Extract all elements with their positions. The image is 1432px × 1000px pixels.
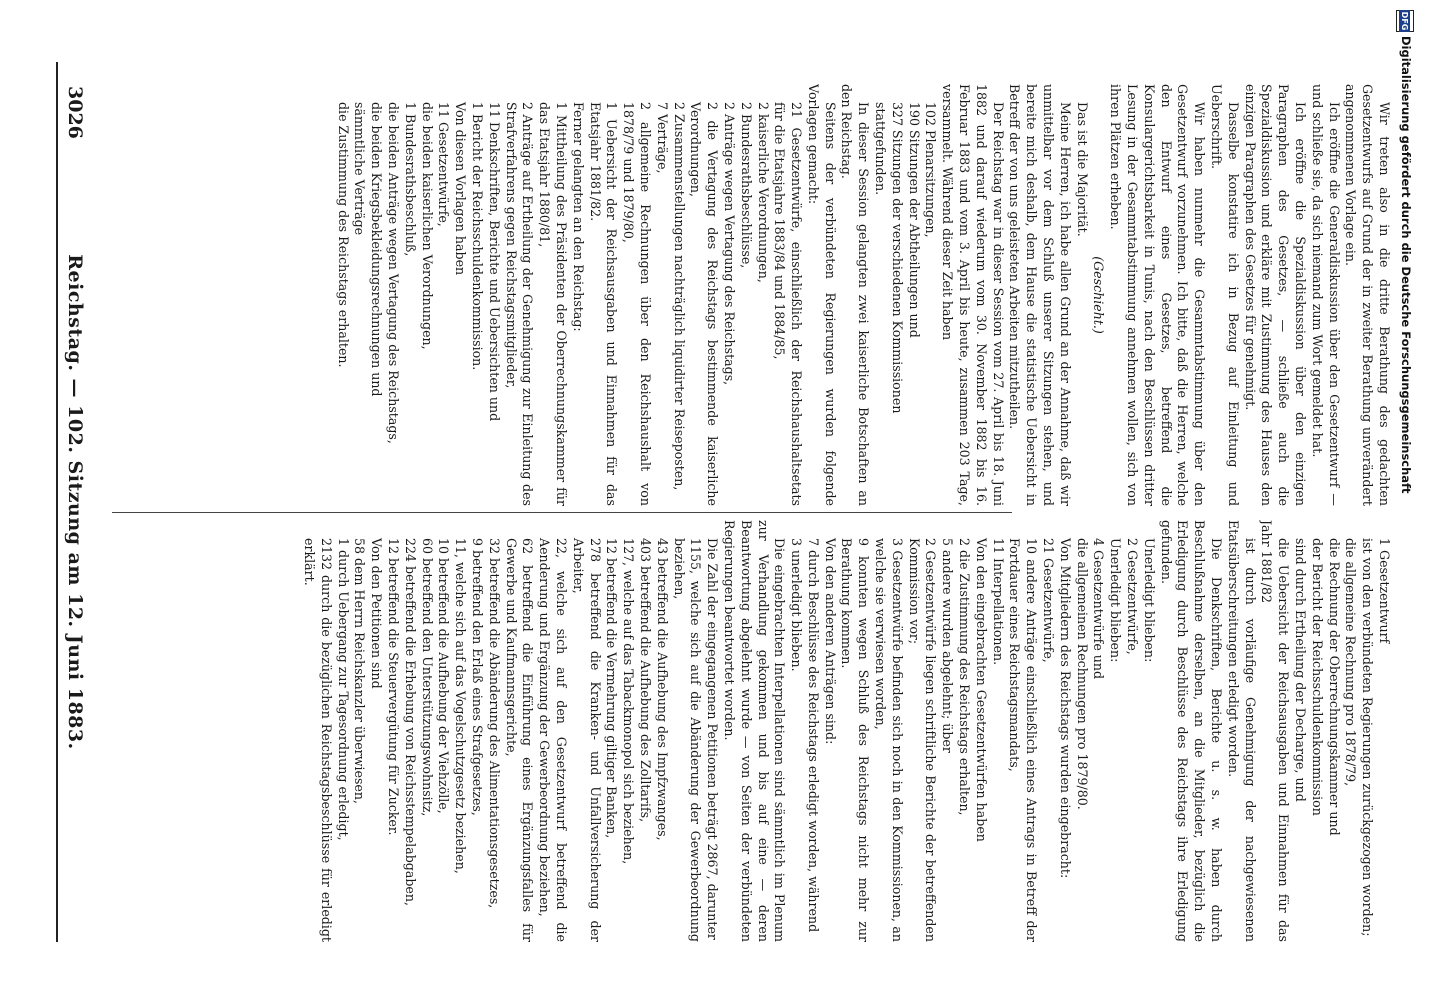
text-paragraph: ist von den verbündeten Regierungen zurückgezogen worden;	[1360, 538, 1376, 937]
text-paragraph: 22, welche sich auf den Gesetzentwurf betreffend die Aenderung und Ergänzung der Gewerbeordnung beziehen,	[537, 538, 569, 942]
text-paragraph: die allgemeinen Rechnungen pro 1879/80.	[1074, 538, 1090, 810]
text-paragraph: 403 betreffend die Aufhebung des Zolltarifs,	[637, 538, 653, 823]
text-paragraph: Die Zahl der eingegangenen Petitionen beträgt 2867, darunter	[705, 538, 721, 940]
text-paragraph: 1 Uebersicht der Reichsausgaben und Einnahmen für das Etatsjahr 1881/82.	[587, 102, 620, 506]
page-number: 3026	[64, 86, 86, 139]
text-paragraph: ist durch vorläufige Genehmigung der nachgewiesenen Etatsüberschreitungen erledigt worden.	[1225, 520, 1258, 942]
text-paragraph: Seitens der verbündeten Regierungen wurden folgende Vorlagen gemacht:	[805, 84, 838, 506]
text-paragraph: Der Reichstag war in dieser Session vom 27. April bis 18. Juni 1882 und darauf wiederum vom 30. November 1882 bis 16. Februar 1883 und vom 3. April bis heute, zusammen 203 Tage, versammelt. Während dieser Zeit haben	[940, 84, 1006, 506]
text-paragraph: die beiden kaiserlichen Verordnungen,	[419, 102, 435, 350]
text-paragraph: 3 unerledigt blieben.	[789, 538, 805, 672]
text-paragraph: 2 Anträge auf Ertheilung der Genehmigung zur Einleitung des Strafverfahrens gegen Reichstagsmitglieder,	[503, 102, 536, 506]
text-paragraph: 2 kaiserliche Verordnungen,	[755, 102, 771, 283]
text-paragraph: 1 Bundesrathsbeschluß,	[402, 102, 418, 257]
text-paragraph: die allgemeine Rechnung pro 1878/79,	[1343, 538, 1359, 787]
dfg-logo: DFG	[1396, 10, 1414, 32]
text-paragraph: 58 dem Herrn Reichskanzler überwiesen,	[352, 538, 368, 804]
text-paragraph: die Uebersicht der Reichsausgaben und Einnahmen für das Jahr 1881/82	[1259, 520, 1292, 942]
text-paragraph: 1 Mittheilung des Präsidenten der Oberrechnungskammer für das Etatsjahr 1880/81,	[537, 102, 569, 506]
text-paragraph: Von Mitgliedern des Reichstags wurden eingebracht:	[1057, 538, 1073, 879]
text-paragraph: 32 betreffend die Abänderung des Alimentationsgesetzes,	[486, 538, 502, 909]
text-paragraph: Wir haben nunmehr die Gesammtabstimmung über den Gesetzentwurf vorzunehmen. Ich bitte, daß die Herren, welche den Entwurf eines Gesetzes, betreffend die Konsulargerichtsbarkeit in Tunis, nach den Beschlüssen dritter Lesung in der Gesammtabstimmung annehmen wollen, sich von ihren Plätzen erheben.	[1108, 84, 1208, 506]
text-paragraph: 21 Gesetzentwürfe, einschließlich der Reichshaushaltsetats für die Etatsjahre 1883/84 und 1884/85,	[772, 102, 805, 506]
text-paragraph: In dieser Session gelangten zwei kaiserliche Botschaften an den Reichstag.	[839, 84, 872, 506]
text-paragraph: 3 Gesetzentwürfe befinden sich noch in den Kommissionen, an welche sie verwiesen worden,	[873, 538, 905, 942]
text-paragraph: 11 Interpellationen.	[990, 538, 1006, 666]
left-column	[102, 84, 1392, 506]
text-paragraph: die beiden Kriegsbekleidungsrechnungen und	[369, 102, 385, 397]
text-paragraph: 2 allgemeine Rechnungen über den Reichshaushalt von 1878/79 und 1879/80,	[621, 102, 653, 506]
text-paragraph: 60 betreffend den Unterstützungswohnsitz,	[419, 538, 435, 817]
text-paragraph: 190 Sitzungen der Abtheilungen und	[906, 102, 922, 338]
text-paragraph: Die eingebrachten Interpellationen sind sämmtlich im Plenum zur Verhandlung gekommen und bis auf eine — deren Beantwortung abgelehnt wurde — von Seiten der verbündeten Regierungen beantwortet worden.	[721, 520, 788, 942]
text-paragraph: 9 konnten wegen Schluß des Reichstags nicht mehr zur Berathung kommen.	[839, 538, 872, 942]
text-paragraph: 2 Bundesrathsbeschlüsse,	[738, 102, 754, 269]
text-paragraph: 7 Verträge,	[654, 102, 670, 174]
text-paragraph: 5 andere wurden abgelehnt; über	[940, 538, 956, 753]
text-paragraph: 1 Bericht der Reichsschuldenkommission.	[469, 102, 485, 371]
text-paragraph: stattgefunden.	[873, 102, 889, 196]
page-header	[56, 62, 92, 942]
text-paragraph: 62 betreffend die Einführung eines Ergänzungsfalles für Gewerbe und Kaufmannsgerichte,	[503, 538, 536, 942]
text-paragraph: 102 Plenarsitzungen,	[923, 102, 939, 238]
text-paragraph: 12 betreffend die Vermehrung giltiger Banken,	[604, 538, 620, 839]
text-paragraph: Von den anderen Anträgen sind:	[822, 538, 838, 745]
text-paragraph: 10 betreffend die Aufhebung der Viehzölle,	[436, 538, 452, 814]
text-paragraph: Von den Petitionen sind	[369, 538, 385, 689]
text-paragraph: 21 Gesetzentwürfe,	[1041, 538, 1057, 663]
text-paragraph: Das ist die Majorität.	[1074, 102, 1090, 237]
text-paragraph: 11 Gesetzentwürfe,	[436, 102, 452, 227]
text-paragraph: der Bericht der Reichsschuldenkommission	[1309, 538, 1325, 816]
right-column	[102, 520, 1392, 942]
text-paragraph: Ich eröffne die Generaldiskussion über den Gesetzentwurf — und schließe sie, da sich niemand zum Wort gemeldet hat.	[1309, 84, 1342, 506]
footer-text: Digitalisierung gefördert durch die Deutsche Forschungsgemeinschaft	[1399, 36, 1413, 494]
text-paragraph: 1 Gesetzentwurf	[1377, 538, 1392, 644]
text-paragraph: Die Denkschriften, Berichte u. s. w. haben durch Beschlußnahme derselben, an die Mitglieder, bezüglich die Erledigung durch Beschlüsse des Reichstags ihre Erledigung gefunden.	[1158, 520, 1225, 942]
text-paragraph: Ferner gelangten an den Reichstag:	[570, 102, 586, 332]
text-paragraph: 2 die Vertagung des Reichstags bestimmende kaiserliche Verordnungen,	[688, 102, 721, 506]
text-paragraph: 43 betreffend die Aufhebung des Impfzwanges,	[654, 538, 670, 841]
text-paragraph: 127, welche auf das Tabackmonopol sich beziehen,	[621, 538, 637, 865]
text-paragraph: die Zustimmung des Reichstags erhalten.	[335, 102, 351, 368]
text-paragraph: Von den eingebrachten Gesetzentwürfen haben	[973, 538, 989, 842]
text-paragraph: 1 durch Uebergang zur Tagesordnung erledigt,	[335, 538, 351, 841]
page-title: Reichstag. — 102. Sitzung am 12. Juni 1883.	[64, 254, 86, 750]
text-paragraph: Wir treten also in die dritte Berathung des gedachten Gesetzentwurfs auf Grund der in zweiter Berathung unverändert angenommenen Vorlage ein.	[1343, 84, 1392, 506]
text-paragraph: 2132 durch die bezüglichen Reichstagsbeschlüsse für erledigt erklärt.	[302, 538, 334, 942]
text-paragraph: 2 die Zustimmung des Reichstags erhalten,	[957, 538, 973, 816]
text-paragraph: sind durch Ertheilung der Decharge, und	[1293, 538, 1309, 802]
text-paragraph: 2 Anträge wegen Vertagung des Reichstags,	[721, 102, 737, 386]
text-paragraph: 327 Sitzungen der verschiedenen Kommissionen	[889, 102, 905, 414]
text-paragraph: Unerledigt blieben:	[1108, 538, 1124, 663]
column-divider	[112, 512, 1012, 513]
text-paragraph: 11, welche sich auf das Vogelschutzgesetz beziehen,	[453, 538, 469, 874]
text-paragraph: 9 betreffend den Erlaß eines Strafgesetzes,	[469, 538, 485, 816]
text-paragraph: Von diesen Vorlagen haben	[453, 102, 469, 276]
text-paragraph: 278 betreffend die Kranken- und Unfallversicherung der Arbeiter,	[570, 538, 603, 942]
text-paragraph: 2 Gesetzentwürfe liegen schriftliche Berichte der betreffenden Kommission vor;	[906, 538, 939, 942]
text-paragraph: die Rechnung der Oberrechnungskammer und	[1326, 538, 1342, 836]
text-paragraph: (Geschieht.)	[1091, 256, 1107, 334]
text-paragraph: 4 Gesetzentwürfe und	[1091, 538, 1107, 680]
text-paragraph: 224 betreffend die Erhebung von Reichsstempelabgaben,	[402, 538, 418, 906]
text-paragraph: 2 Zusammenstellungen nachträglich liquidirter Reiseposten,	[671, 102, 687, 491]
text-paragraph: Dasselbe konstatire ich in Bezug auf Einleitung und Ueberschrift.	[1209, 84, 1241, 506]
text-paragraph: 7 durch Beschlüsse des Reichstags erledigt worden, während	[805, 538, 821, 933]
text-paragraph: Meine Herren, ich habe allen Grund an der Annahme, daß wir unmittelbar vor dem Schluß unserer Sitzungen stehen, und bereite mich deshalb, dem Hause die statistische Uebersicht in Betreff der von uns geleisteten Arbeiten mitzutheilen.	[1007, 84, 1073, 506]
text-paragraph: 11 Denkschriften, Berichte und Uebersichten und	[486, 102, 502, 422]
text-paragraph: 12 betreffend die Steuervergütung für Zucker.	[385, 538, 401, 836]
text-paragraph: 1155, welche sich auf die Abänderung der Gewerbeordnung beziehen,	[671, 538, 704, 942]
text-paragraph: Unerledigt blieben:	[1141, 538, 1157, 663]
footer	[1394, 8, 1416, 988]
text-paragraph: 2 Gesetzentwürfe,	[1125, 538, 1141, 655]
text-paragraph: 10 andere Anträge einschließlich eines Antrags in Betreff der Fortdauer eines Reichstagsmandats,	[1007, 538, 1040, 942]
text-paragraph: Ich eröffne die Spezialdiskussion über den einzigen Paragraphen des Gesetzes, — schließe auch die Spezialdiskussion und erkläre mit Zustimmung des Hauses den einzigen Paragraphen des Gesetzes für genehmigt.	[1242, 84, 1309, 506]
text-paragraph: die beiden Anträge wegen Vertagung des Reichstags,	[385, 102, 401, 444]
text-paragraph: sämmtliche Verträge	[352, 102, 368, 236]
